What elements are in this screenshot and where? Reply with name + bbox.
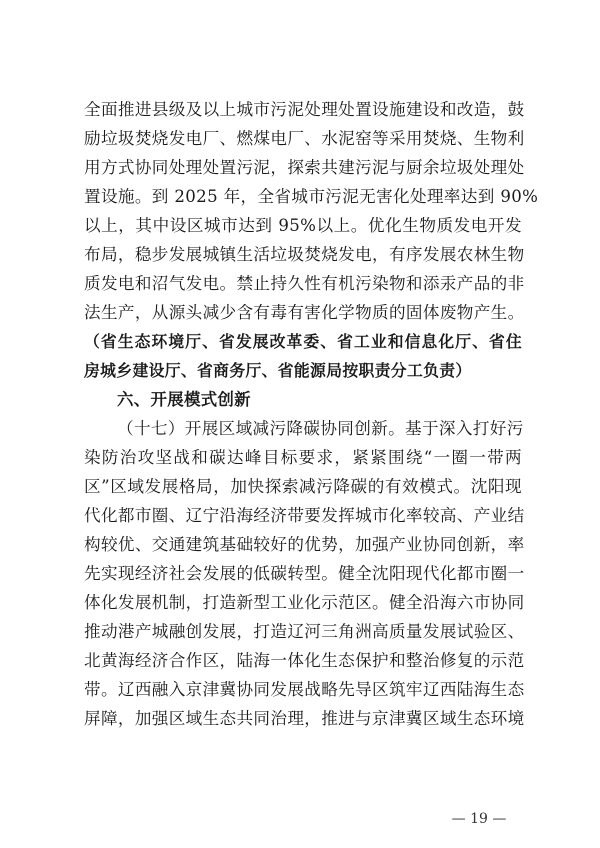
section-heading: 六、开展模式创新 (117, 390, 251, 409)
text-line: 染防治攻坚战和碳达峰目标要求，紧紧围绕“一圈一带两 (84, 448, 522, 467)
text-line: （十七）开展区域减污降碳协同创新。基于深入打好污 (117, 419, 524, 438)
text-line: 区”区域发展格局，加快探索减污降碳的有效模式。沈阳现 (84, 477, 522, 496)
text-line: 励垃圾焚烧发电厂、燃煤电厂、水泥窑等采用焚烧、生物利 (84, 129, 525, 148)
text-line: 带。辽西融入京津冀协同发展战略先导区筑牢辽西陆海生态 (84, 680, 525, 699)
text-line: 置设施。到 2025 年，全省城市污泥无害化处理率达到 90% (84, 187, 539, 206)
text-line: 屏障，加强区域生态共同治理，推进与京津冀区域生态环境 (84, 709, 525, 728)
paragraph-sludge-treatment (84, 95, 539, 327)
text-line: 代化都市圈、辽宁沿海经济带要发挥城市化率较高、产业结 (84, 506, 525, 525)
text-line: 布局，稳步发展城镇生活垃圾焚烧发电，有序发展农林生物 (84, 245, 525, 264)
body-text (84, 95, 539, 733)
text-line: 全面推进县级及以上城市污泥处理处置设施建设和改造，鼓 (84, 100, 525, 119)
responsibility-line: 房城乡建设厅、省商务厅、省能源局按职责分工负责） (84, 361, 472, 380)
text-line: 北黄海经济合作区，陆海一体化生态保护和整治修复的示范 (84, 651, 525, 670)
text-line: 以上，其中设区城市达到 95%以上。优化生物质发电开发 (84, 216, 522, 235)
text-line: 体化发展机制，打造新型工业化示范区。健全沿海六市协同 (84, 593, 525, 612)
text-line: 法生产，从源头减少含有毒有害化学物质的固体废物产生。 (84, 303, 525, 322)
text-line: 先实现经济社会发展的低碳转型。健全沈阳现代化都市圈一 (84, 564, 525, 583)
paragraph-regional-innovation (84, 414, 525, 733)
text-line: 构较优、交通建筑基础较好的优势，加强产业协同创新，率 (84, 535, 525, 554)
text-line: 推动港产城融创发展，打造辽河三角洲高质量发展试验区、 (84, 622, 525, 641)
text-line: 用方式协同处理处置污泥，探索共建污泥与厨余垃圾处理处 (84, 158, 525, 177)
page-number: — 19 — (451, 811, 507, 827)
responsibility-line: （省生态环境厅、省发展改革委、省工业和信息化厅、省住 (84, 332, 522, 351)
text-line: 质发电和沼气发电。禁止持久性有机污染物和添汞产品的非 (84, 274, 525, 293)
responsibility-note (84, 327, 522, 385)
